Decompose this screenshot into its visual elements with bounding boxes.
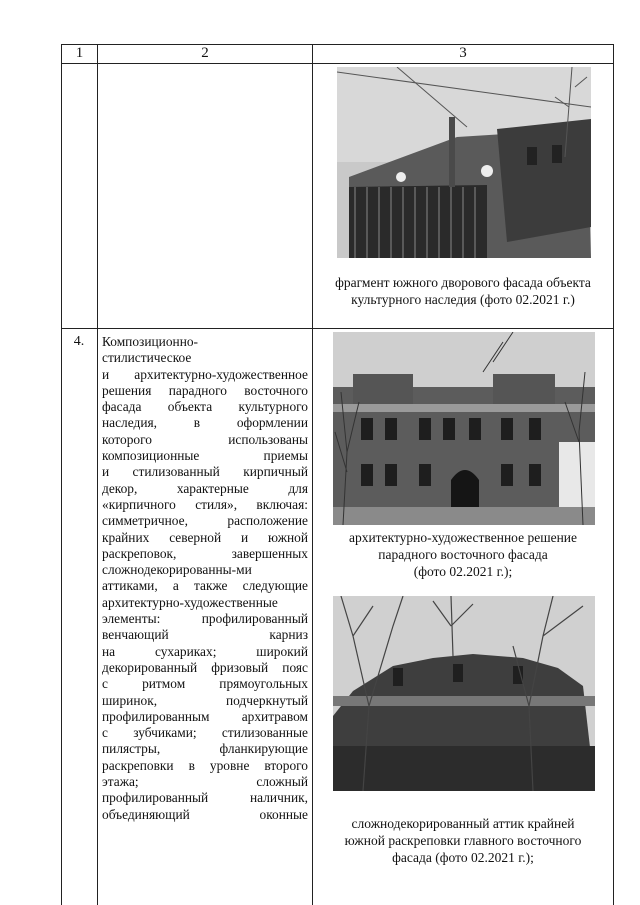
description-line: Композиционно- [102, 334, 199, 349]
caption-line: (фото 02.2021 г.); [413, 564, 513, 579]
description-line: сложнодекорированны-ми [102, 562, 252, 578]
header-col-1: 1 [75, 45, 84, 61]
header-divider [61, 63, 614, 64]
description-line: пилястры, фланкирующие [102, 741, 308, 757]
table-border-left [61, 44, 62, 905]
description-line: и архитектурно-художественное [102, 366, 308, 382]
photo-south-attic-image [333, 596, 595, 791]
description-line: декор, характерные для [102, 480, 308, 496]
caption-line: культурного наследия (фото 02.2021 г.) [351, 292, 575, 307]
description-line: профилированным архитравом [102, 708, 308, 724]
photo-caption-3 [313, 815, 613, 866]
photo-south-courtyard-facade-image [337, 67, 591, 258]
description-line: симметричное, расположение [102, 513, 308, 529]
caption-line: фрагмент южного дворового фасада объекта [335, 275, 591, 290]
row-description [102, 334, 308, 823]
photo-east-main-facade-image [333, 332, 595, 525]
description-line: этажа; сложный [102, 774, 308, 790]
description-line: с зубчиками; стилизованные [102, 725, 308, 741]
description-line: наследия, в оформлении [102, 415, 308, 431]
caption-line: сложнодекорированный аттик крайней [351, 816, 575, 831]
description-line: профилированный наличник, [102, 790, 308, 806]
table-border-right [613, 44, 614, 905]
photo-south-attic [333, 596, 595, 791]
description-line: раскреповки в уровне второго [102, 757, 308, 773]
photo-south-courtyard-facade [337, 67, 591, 258]
description-line: с ритмом прямоугольных [102, 676, 308, 692]
caption-line: парадного восточного фасада [378, 547, 548, 562]
photo-caption-2 [313, 529, 613, 580]
description-line: декорированный фризовый пояс [102, 659, 308, 675]
caption-line: фасада (фото 02.2021 г.); [392, 850, 534, 865]
description-line: архитектурно-художественные [102, 594, 278, 610]
description-line: на сухариках; широкий [102, 643, 308, 659]
header-col-2: 2 [201, 45, 209, 61]
header-col-3: 3 [459, 45, 467, 61]
row-number: 4. [73, 334, 85, 349]
description-line: ширинок, подчеркнутый [102, 692, 308, 708]
description-line: объединяющий оконные [102, 806, 308, 822]
description-line: крайних северной и южной [102, 529, 308, 545]
photo-caption-1 [313, 274, 613, 308]
description-line: композиционные приемы [102, 448, 308, 464]
description-line: венчающий карниз [102, 627, 308, 643]
caption-line: южной раскреповки главного восточного [344, 833, 582, 848]
description-line: элементы: профилированный [102, 611, 308, 627]
description-line: «кирпичного стиля», включая: [102, 496, 308, 512]
description-line: раскреповок, завершенных [102, 545, 308, 561]
photo-east-main-facade [333, 332, 595, 525]
document-table [61, 44, 614, 905]
row-divider [61, 328, 614, 329]
description-line: стилистическое [102, 350, 192, 366]
column-divider-1 [97, 44, 98, 905]
description-line: решения парадного восточного [102, 382, 308, 398]
description-line: и стилизованный кирпичный [102, 464, 308, 480]
caption-line: архитектурно-художественное решение [348, 530, 578, 545]
description-line: которого использованы [102, 431, 308, 447]
description-line: фасада объекта культурного [102, 399, 308, 415]
description-line: аттиками, а также следующие [102, 578, 308, 594]
column-divider-2 [312, 44, 313, 905]
